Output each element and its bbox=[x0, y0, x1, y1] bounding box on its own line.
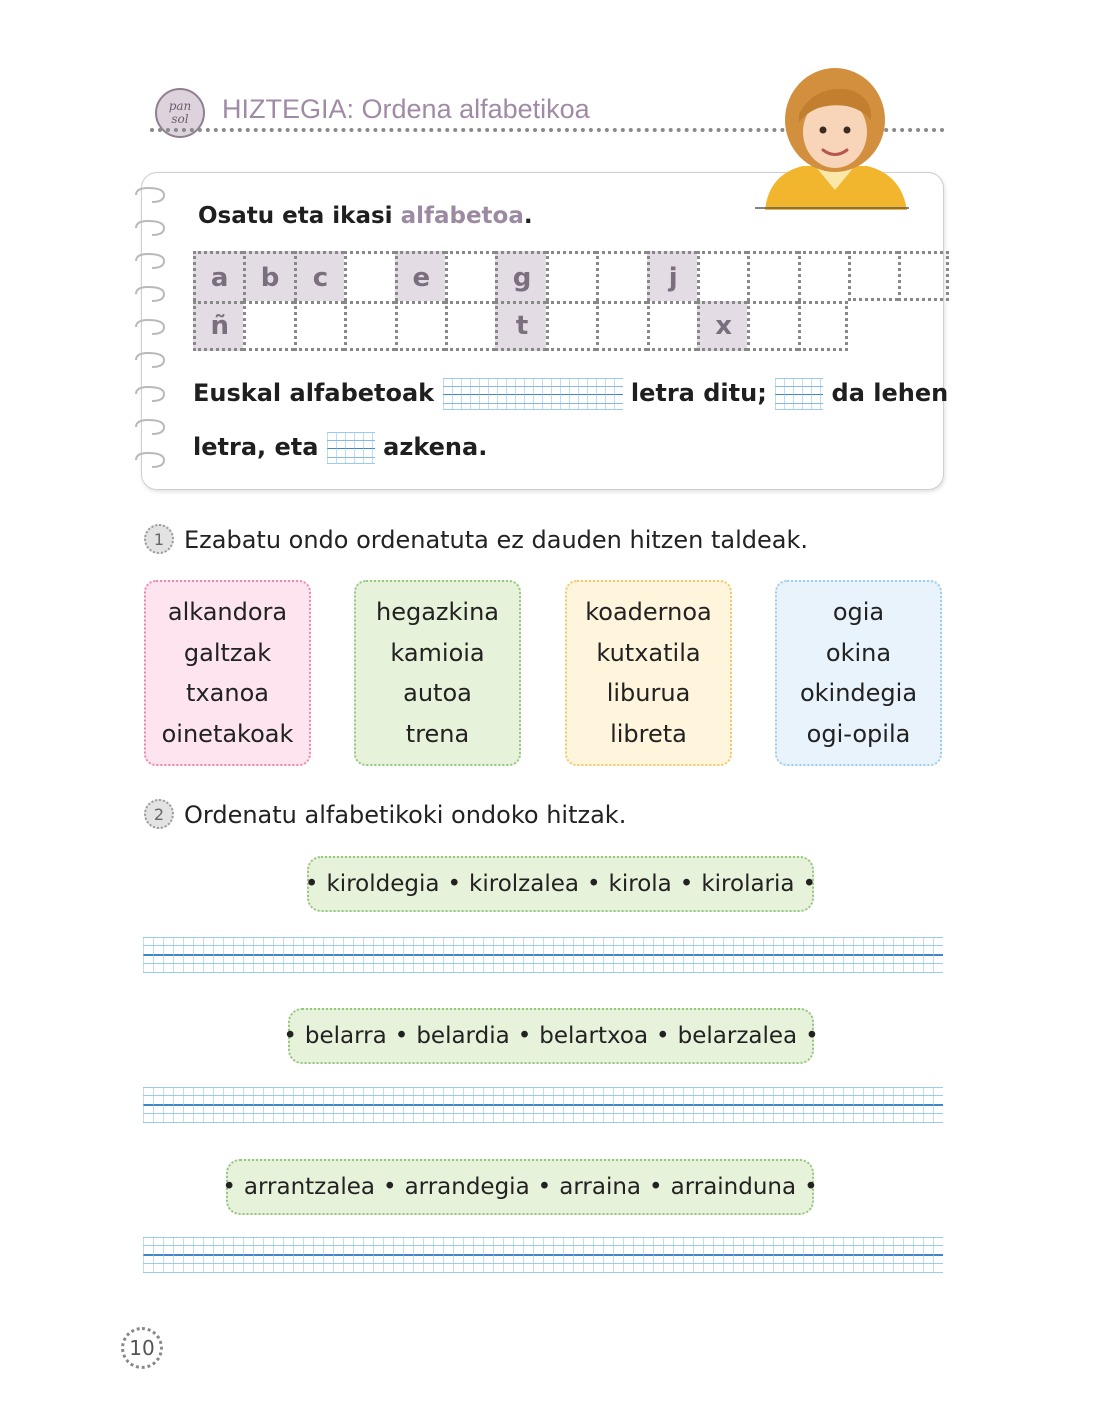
strip-word: arraina bbox=[559, 1174, 642, 1200]
fill-sentence-2 bbox=[193, 432, 487, 464]
bullet-separator: • bbox=[447, 871, 462, 897]
strip-word: arrainduna bbox=[670, 1174, 797, 1200]
spiral-ring bbox=[134, 186, 168, 204]
logo-text-top: pan bbox=[168, 99, 192, 113]
strip-word: belartxoa bbox=[539, 1023, 649, 1049]
bullet-separator: • bbox=[283, 1023, 297, 1049]
heading-period: . bbox=[523, 203, 533, 229]
alphabet-empty-cell[interactable] bbox=[596, 301, 646, 351]
alphabet-letter-cell: c bbox=[294, 251, 344, 301]
group-word: ogi-opila bbox=[806, 719, 911, 748]
alphabet-empty-cell[interactable] bbox=[294, 301, 344, 351]
alphabet-empty-cell[interactable] bbox=[798, 301, 848, 351]
exercise-2-instruction: Ordenatu alfabetikoki ondoko hitzak. bbox=[184, 801, 627, 829]
word-group-card[interactable] bbox=[565, 580, 732, 766]
strip-word: kirolaria bbox=[701, 871, 795, 897]
alphabet-letter-cell: x bbox=[697, 301, 747, 351]
group-word: koadernoa bbox=[585, 598, 712, 626]
alphabet-empty-cell[interactable] bbox=[546, 251, 596, 301]
group-word: kamioia bbox=[390, 638, 485, 667]
bullet-separator: • bbox=[802, 871, 817, 897]
word-group-card[interactable] bbox=[144, 580, 311, 766]
bullet-separator: • bbox=[805, 1023, 819, 1049]
alphabet-empty-cell[interactable] bbox=[898, 251, 948, 301]
alphabet-empty-cell[interactable] bbox=[798, 251, 848, 301]
group-word: kutxatila bbox=[596, 638, 701, 667]
alphabet-letter-cell: j bbox=[647, 251, 697, 301]
sentence-text: azkena. bbox=[383, 433, 488, 461]
writing-line-1[interactable] bbox=[143, 937, 943, 973]
group-word: ogia bbox=[832, 598, 885, 626]
letter-count-blank[interactable] bbox=[443, 378, 623, 410]
bullet-separator: • bbox=[222, 1174, 236, 1200]
bullet-separator: • bbox=[804, 1174, 818, 1200]
bullet-separator: • bbox=[679, 871, 694, 897]
strip-word: kirolzalea bbox=[469, 871, 579, 897]
alphabet-letter-cell: e bbox=[395, 251, 445, 301]
logo-text-bottom: sol bbox=[171, 112, 189, 126]
bullet-separator: • bbox=[517, 1023, 532, 1049]
strip-word: kirola bbox=[608, 871, 672, 897]
group-word: oinetakoak bbox=[161, 719, 294, 748]
heading-text: Osatu eta ikasi bbox=[198, 203, 393, 229]
first-letter-blank[interactable] bbox=[775, 378, 823, 410]
spiral-ring bbox=[134, 318, 168, 336]
group-word: trena bbox=[405, 719, 470, 748]
alphabet-empty-cell[interactable] bbox=[546, 301, 596, 351]
exercise-1-number: 1 bbox=[144, 524, 174, 554]
strip-word: belarra bbox=[304, 1023, 387, 1049]
group-word: alkandora bbox=[167, 598, 288, 626]
sentence-text: letra ditu; bbox=[630, 379, 767, 407]
sentence-text: Euskal alfabetoak bbox=[193, 379, 435, 407]
bullet-separator: • bbox=[656, 1023, 670, 1049]
strip-word: arrandegia bbox=[404, 1174, 530, 1200]
spiral-ring bbox=[134, 252, 168, 270]
exercise-2-number: 2 bbox=[144, 799, 174, 829]
group-word: liburua bbox=[606, 679, 691, 707]
group-word: okina bbox=[825, 638, 892, 667]
word-group-card[interactable] bbox=[775, 580, 942, 766]
alphabet-empty-cell[interactable] bbox=[344, 251, 394, 301]
alphabet-row-2 bbox=[193, 301, 949, 351]
spiral-ring bbox=[134, 219, 168, 237]
alphabet-empty-cell[interactable] bbox=[445, 301, 495, 351]
fill-sentence-1 bbox=[193, 378, 948, 410]
strip-word: belardia bbox=[416, 1023, 510, 1049]
spiral-ring bbox=[134, 351, 168, 369]
alphabet-empty-cell[interactable] bbox=[243, 301, 293, 351]
alphabet-letter-cell: g bbox=[495, 251, 545, 301]
spiral-ring bbox=[134, 451, 168, 469]
strip-word: arrantzalea bbox=[243, 1174, 375, 1200]
alphabet-grid bbox=[193, 251, 949, 351]
group-word: libreta bbox=[610, 719, 687, 748]
group-word: okindegia bbox=[799, 679, 918, 707]
bullet-separator: • bbox=[586, 871, 601, 897]
alphabet-letter-cell: a bbox=[193, 251, 243, 301]
group-word: galtzak bbox=[183, 638, 272, 667]
word-strip bbox=[283, 1008, 819, 1064]
bullet-separator: • bbox=[394, 1023, 409, 1049]
alphabet-empty-cell[interactable] bbox=[596, 251, 646, 301]
group-word: hegazkina bbox=[376, 598, 499, 626]
alphabet-empty-cell[interactable] bbox=[697, 251, 747, 301]
sentence-text: letra, eta bbox=[193, 433, 319, 461]
alphabet-empty-cell[interactable] bbox=[647, 301, 697, 351]
last-letter-blank[interactable] bbox=[327, 432, 375, 464]
writing-line-3[interactable] bbox=[143, 1237, 943, 1273]
writing-line-2[interactable] bbox=[143, 1087, 943, 1123]
exercise-1-instruction: Ezabatu ondo ordenatuta ez dauden hitzen taldeak. bbox=[184, 526, 809, 554]
spiral-ring bbox=[134, 285, 168, 303]
word-strip bbox=[222, 1159, 818, 1215]
alphabet-letter-cell: t bbox=[495, 301, 545, 351]
alphabet-heading bbox=[198, 203, 533, 229]
bullet-separator: • bbox=[304, 871, 319, 897]
strip-word: kiroldegia bbox=[326, 871, 440, 897]
child-photo bbox=[755, 62, 915, 210]
heading-accent-word: alfabetoa bbox=[400, 203, 524, 229]
spiral-ring bbox=[134, 385, 168, 403]
page-title-main: HIZTEGIA: bbox=[222, 94, 355, 124]
alphabet-empty-cell[interactable] bbox=[395, 301, 445, 351]
bullet-separator: • bbox=[649, 1174, 663, 1200]
word-strip bbox=[304, 856, 817, 912]
page-title-sub: Ordena alfabetikoa bbox=[361, 94, 590, 124]
alphabet-empty-cell[interactable] bbox=[445, 251, 495, 301]
bullet-separator: • bbox=[382, 1174, 397, 1200]
alphabet-letter-cell: b bbox=[243, 251, 293, 301]
group-word: autoa bbox=[403, 679, 472, 707]
alphabet-letter-cell: ñ bbox=[193, 301, 243, 351]
spiral-ring bbox=[134, 418, 168, 436]
alphabet-empty-cell[interactable] bbox=[848, 251, 898, 301]
sentence-text: da lehen bbox=[831, 379, 949, 407]
alphabet-empty-cell[interactable] bbox=[344, 301, 394, 351]
alphabet-empty-cell[interactable] bbox=[747, 251, 797, 301]
page-number: 10 bbox=[121, 1327, 163, 1369]
bullet-separator: • bbox=[537, 1174, 552, 1200]
word-group-card[interactable] bbox=[354, 580, 521, 766]
alphabet-empty-cell[interactable] bbox=[747, 301, 797, 351]
page-title bbox=[222, 94, 590, 125]
group-word: txanoa bbox=[186, 679, 269, 707]
strip-word: belarzalea bbox=[677, 1023, 798, 1049]
alphabet-row-1 bbox=[193, 251, 949, 301]
